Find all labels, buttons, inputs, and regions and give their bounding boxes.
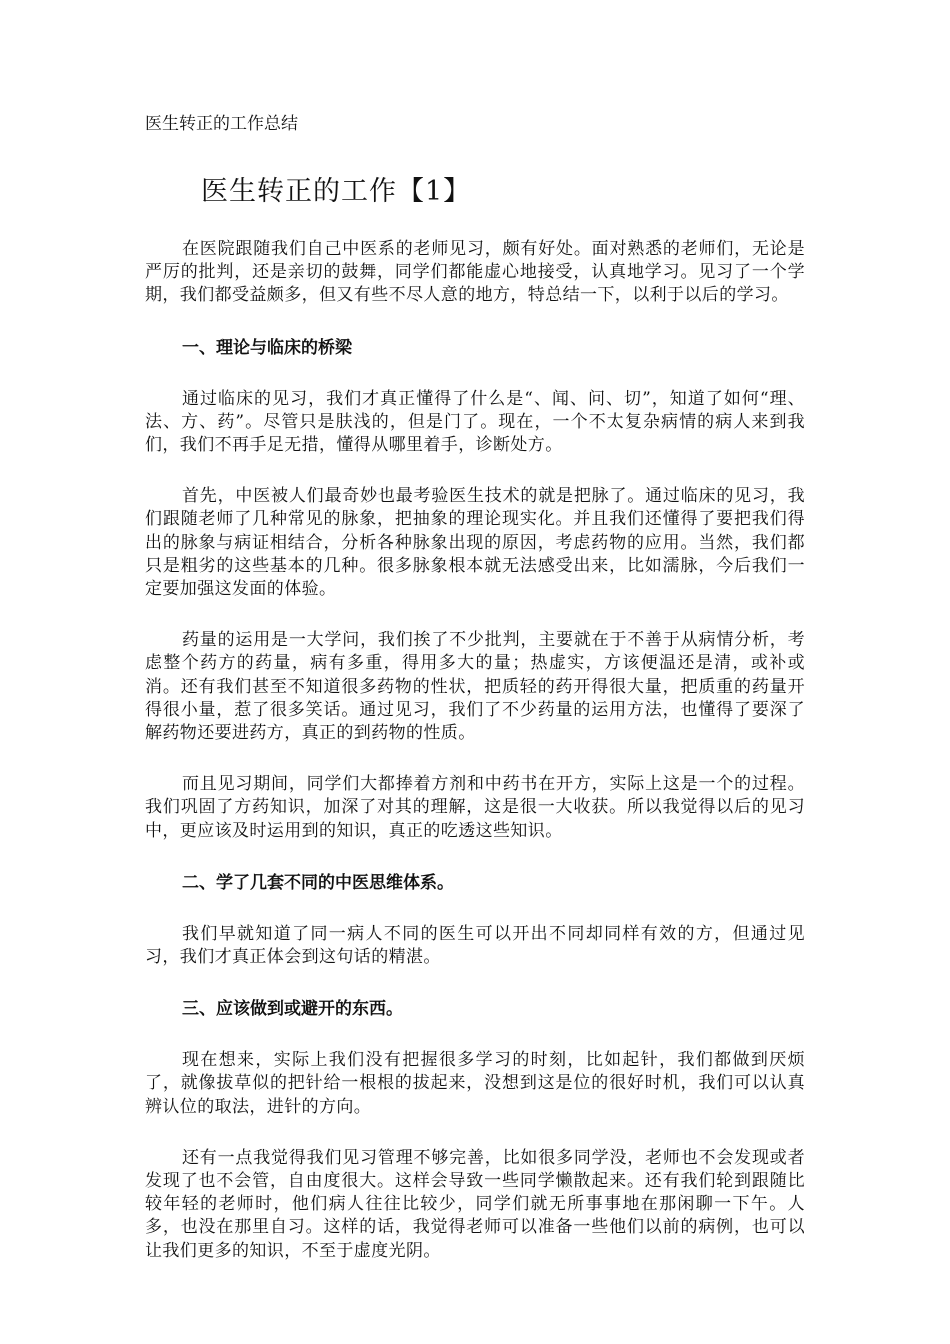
paragraph-3-1: 现在想来，实际上我们没有把握很多学习的时刻，比如起针，我们都做到厌烦了，就像拔草似的把针给一根根的拔起来，没想到这是位的很好时机，我们可以认真辨认位的取法，进针的方向。 (145, 1050, 805, 1117)
document-title: 医生转正的工作【1】 (201, 176, 472, 207)
paragraph-1-4: 而且见习期间，同学们大都捧着方剂和中药书在开方，实际上这是一个的过程。我们巩固了方药知识，加深了对其的理解，这是很一大收获。所以我觉得以后的见习中，更应该及时运用到的知识，真正的吃透这些知识。 (145, 774, 805, 841)
document-page (145, 112, 805, 1263)
paragraph-3-2: 还有一点我觉得我们见习管理不够完善，比如很多同学没，老师也不会发现或者发现了也不会管，自由度很大。这样会导致一些同学懒散起来。还有我们轮到跟随比较年轻的老师时，他们病人往往比较少，同学们就无所事事地在那闲聊一下午。人多，也没在那里自习。这样的话，我觉得老师可以准备一些他们以前的病例，也可以让我们更多的知识，不至于虚度光阴。 (145, 1147, 805, 1261)
section-heading-2: 二、学了几套不同的中医思维体系。 (182, 872, 454, 893)
paragraph-intro: 在医院跟随我们自己中医系的老师见习，颇有好处。面对熟悉的老师们，无论是严厉的批判，还是亲切的鼓舞，同学们都能虚心地接受，认真地学习。见习了一个学期，我们都受益颇多，但又有些不尽人意的地方，特总结一下，以利于以后的学习。 (145, 239, 805, 306)
paragraph-1-3: 药量的运用是一大学问，我们挨了不少批判，主要就在于不善于从病情分析，考虑整个药方的药量，病有多重，得用多大的量；热虚实，方该便温还是清，或补或消。还有我们甚至不知道很多药物的性状，把质轻的药开得很大量，把质重的药量开得很小量，惹了很多笑话。通过见习，我们了不少药量的运用方法，也懂得了要深了解药物还要进药方，真正的到药物的性质。 (145, 630, 805, 744)
document-label: 医生转正的工作总结 (145, 114, 298, 134)
paragraph-1-2: 首先，中医被人们最奇妙也最考验医生技术的就是把脉了。通过临床的见习，我们跟随老师了几种常见的脉象，把抽象的理论现实化。并且我们还懂得了要把我们得出的脉象与病证相结合，分析各种脉象出现的原因，考虑药物的应用。当然，我们都只是粗劣的这些基本的几种。很多脉象根本就无法感受出来，比如濡脉，今后我们一定要加强这发面的体验。 (145, 486, 805, 600)
paragraph-1-1: 通过临床的见习，我们才真正懂得了什么是“、闻、问、切”，知道了如何“理、法、方、药”。尽管只是肤浅的，但是门了。现在，一个不太复杂病情的病人来到我们，我们不再手足无措，懂得从哪里着手，诊断处方。 (145, 388, 805, 456)
section-heading-3: 三、应该做到或避开的东西。 (182, 999, 403, 1020)
section-heading-1: 一、理论与临床的桥梁 (182, 337, 352, 358)
paragraph-2-1: 我们早就知道了同一病人不同的医生可以开出不同却同样有效的方，但通过见习，我们才真正体会到这句话的精湛。 (145, 923, 805, 968)
